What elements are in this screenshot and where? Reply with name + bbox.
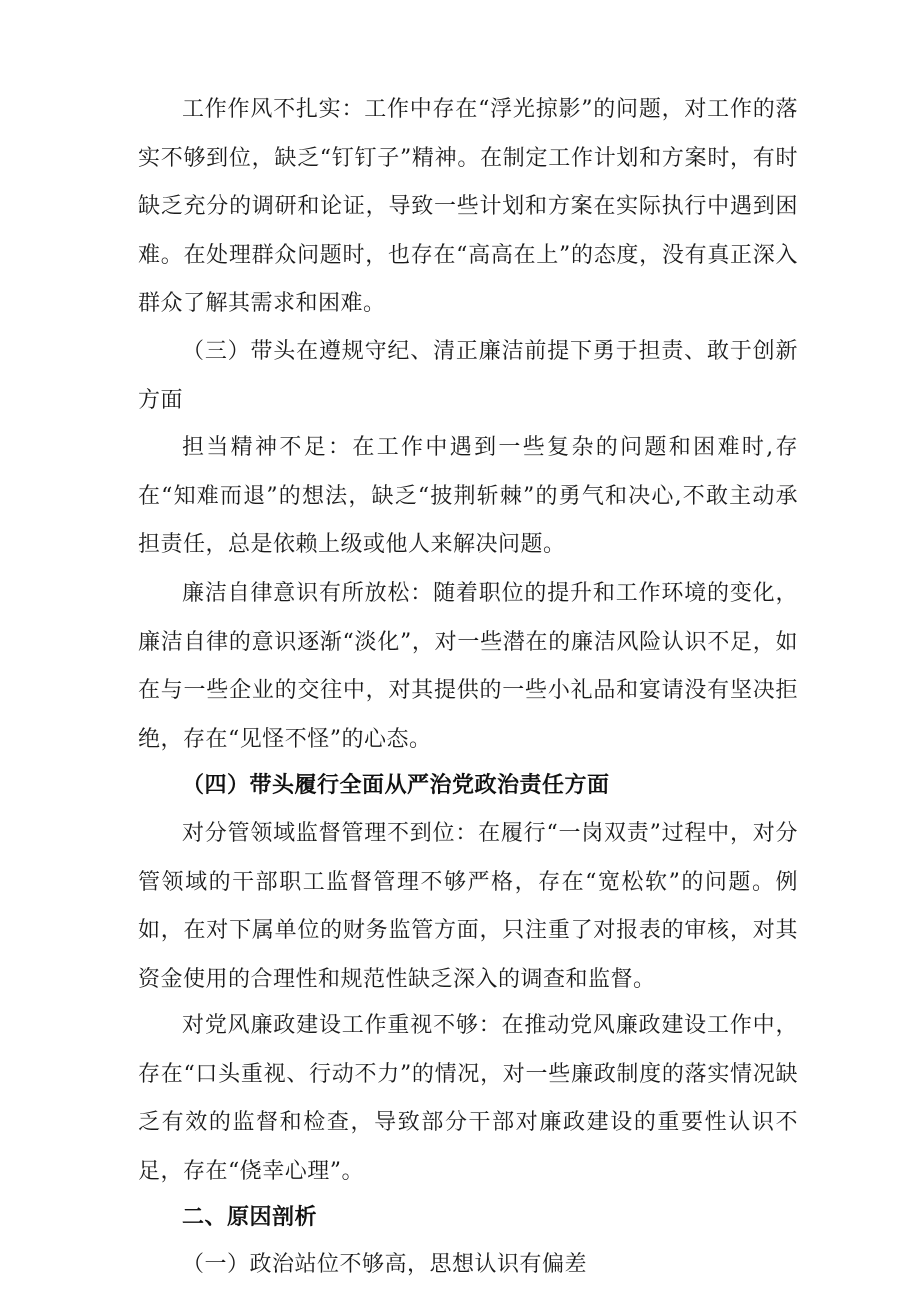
section-heading-cause-analysis: 二、原因剖析 [182,1205,318,1230]
section-heading-three: （三）带头在遵规守纪、清正廉洁前提下勇于担责、敢于创新方面 [138,339,798,413]
paragraph-integrity: 廉洁自律意识有所放松：随着职位的提升和工作环境的变化，廉洁自律的意识逐渐“淡化”，对一些潜在的廉洁风险认识不足，如在与一些企业的交往中，对其提供的一些小礼品和宴请没有坚决拒绝，存在“见怪不怪”的心态。 [138,581,798,752]
subsection-heading-political-stance: （一）政治站位不够高，思想认识有偏差 [182,1252,588,1277]
paragraph-responsibility: 担当精神不足：在工作中遇到一些复杂的问题和困难时,存在“知难而退”的想法，缺乏“披荆斩棘”的勇气和决心,不敢主动承担责任，总是依赖上级或他人来解决问题。 [138,435,798,557]
paragraph-work-style: 工作作风不扎实：工作中存在“浮光掠影”的问题，对工作的落实不够到位，缺乏“钉钉子”精神。在制定工作计划和方案时，有时缺乏充分的调研和论证，导致一些计划和方案在实际执行中遇到困难。在处理群众问题时，也存在“高高在上”的态度，没有真正深入群众了解其需求和困难。 [138,97,798,316]
paragraph-supervision: 对分管领域监督管理不到位：在履行“一岗双责”过程中，对分管领域的干部职工监督管理不够严格，存在“宽松软”的问题。例如，在对下属单位的财务监管方面，只注重了对报表的审核，对其资金使用的合理性和规范性缺乏深入的调查和监督。 [138,821,798,992]
paragraph-party-conduct: 对党风廉政建设工作重视不够：在推动党风廉政建设工作中，存在“口头重视、行动不力”的情况，对一些廉政制度的落实情况缺乏有效的监督和检查，导致部分干部对廉政建设的重要性认识不足，存在“侥幸心理”。 [138,1013,798,1184]
section-heading-four: （四）带头履行全面从严治党政治责任方面 [182,773,610,798]
